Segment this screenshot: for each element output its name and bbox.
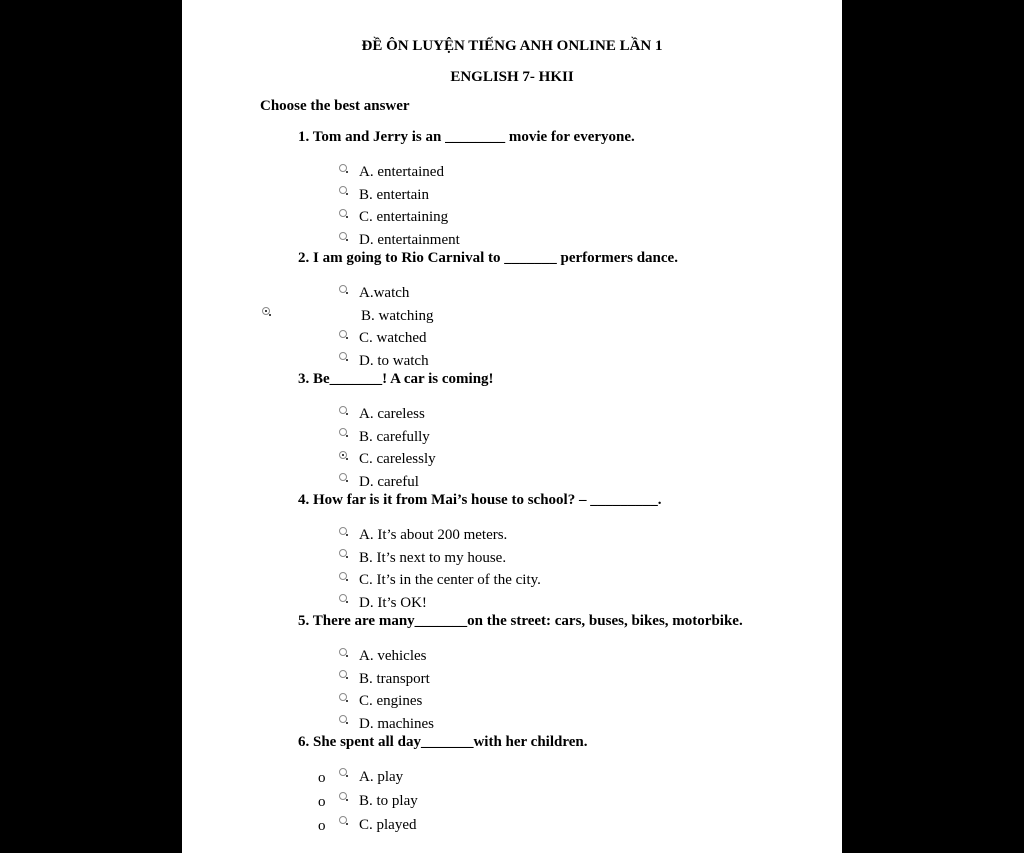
document-page xyxy=(182,0,842,853)
question-3: 3. Be_______! A car is coming! xyxy=(298,371,494,387)
option-q5-a: A. vehicles xyxy=(359,648,427,664)
radio-q4-c[interactable] xyxy=(339,572,347,580)
radio-q3-c[interactable] xyxy=(339,451,347,459)
list-bullet: o xyxy=(318,770,326,786)
radio-q3-b[interactable] xyxy=(339,428,347,436)
question-2: 2. I am going to Rio Carnival to _______ performers dance. xyxy=(298,250,678,266)
question-4: 4. How far is it from Mai’s house to school? – _________. xyxy=(298,492,662,508)
radio-q2-c[interactable] xyxy=(339,330,347,338)
radio-q3-a[interactable] xyxy=(339,406,347,414)
radio-q3-d[interactable] xyxy=(339,473,347,481)
option-q3-c: C. carelessly xyxy=(359,451,436,467)
radio-q1-a[interactable] xyxy=(339,164,347,172)
radio-q5-c[interactable] xyxy=(339,693,347,701)
option-q5-b: B. transport xyxy=(359,671,430,687)
option-q4-d: D. It’s OK! xyxy=(359,595,427,611)
option-q1-c: C. entertaining xyxy=(359,209,449,225)
list-bullet: o xyxy=(318,818,326,834)
radio-q5-a[interactable] xyxy=(339,648,347,656)
option-q2-d: D. to watch xyxy=(359,353,429,369)
question-6: 6. She spent all day_______with her children. xyxy=(298,734,588,750)
list-bullet: o xyxy=(318,794,326,810)
option-q1-a: A. entertained xyxy=(359,164,444,180)
radio-q1-c[interactable] xyxy=(339,209,347,217)
radio-q2-a[interactable] xyxy=(339,285,347,293)
radio-q4-d[interactable] xyxy=(339,594,347,602)
radio-q6-a[interactable] xyxy=(339,768,347,776)
option-q2-c: C. watched xyxy=(359,330,427,346)
radio-q6-c[interactable] xyxy=(339,816,347,824)
radio-q6-b[interactable] xyxy=(339,792,347,800)
option-q2-b: B. watching xyxy=(361,308,434,324)
option-q6-b: B. to play xyxy=(359,793,418,809)
page-subtitle: ENGLISH 7- HKII xyxy=(450,69,574,85)
option-q3-b: B. carefully xyxy=(359,429,430,445)
radio-q4-a[interactable] xyxy=(339,527,347,535)
option-q6-c: C. played xyxy=(359,817,417,833)
page-title: ĐỀ ÔN LUYỆN TIẾNG ANH ONLINE LẦN 1 xyxy=(361,38,663,54)
radio-q1-d[interactable] xyxy=(339,232,347,240)
option-q4-c: C. It’s in the center of the city. xyxy=(359,572,541,588)
option-q2-a: A.watch xyxy=(359,285,410,301)
option-q3-d: D. careful xyxy=(359,474,419,490)
radio-q1-b[interactable] xyxy=(339,186,347,194)
question-1: 1. Tom and Jerry is an ________ movie for everyone. xyxy=(298,129,635,145)
option-q5-d: D. machines xyxy=(359,716,434,732)
option-q1-d: D. entertainment xyxy=(359,232,460,248)
question-5: 5. There are many_______on the street: cars, buses, bikes, motorbike. xyxy=(298,613,743,629)
option-q5-c: C. engines xyxy=(359,693,423,709)
option-q4-b: B. It’s next to my house. xyxy=(359,550,507,566)
instruction: Choose the best answer xyxy=(260,98,410,114)
radio-q5-d[interactable] xyxy=(339,715,347,723)
option-q3-a: A. careless xyxy=(359,406,425,422)
option-q6-a: A. play xyxy=(359,769,404,785)
option-q1-b: B. entertain xyxy=(359,187,429,203)
option-q4-a: A. It’s about 200 meters. xyxy=(359,527,508,543)
radio-q5-b[interactable] xyxy=(339,670,347,678)
radio-q2-d[interactable] xyxy=(339,352,347,360)
radio-q4-b[interactable] xyxy=(339,549,347,557)
radio-q2-b[interactable] xyxy=(262,307,270,315)
